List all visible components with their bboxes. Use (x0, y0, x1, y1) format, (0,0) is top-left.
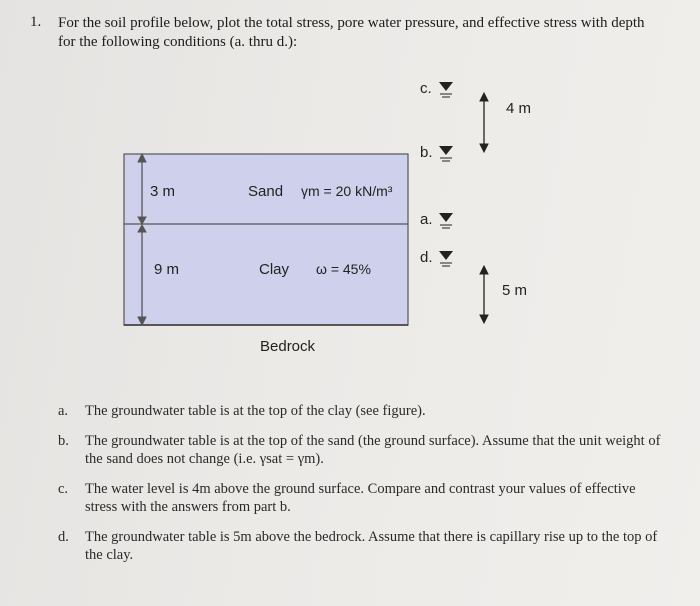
part-c-letter: c. (58, 481, 69, 497)
question-text: For the soil profile below, plot the total stress, pore water pressure, and effective stress with depth for the following conditions (a. thru d.): (58, 15, 645, 50)
water-table-d-label: d. (420, 249, 433, 266)
bedrock-label: Bedrock (260, 338, 316, 355)
part-d-letter: d. (58, 529, 69, 545)
water-table-d-symbol (439, 251, 453, 266)
part-a (58, 402, 668, 420)
clay-water-content-label: ω = 45% (316, 261, 371, 277)
sand-thickness-label: 3 m (150, 183, 176, 200)
soil-block (124, 154, 408, 325)
parts-list (58, 402, 668, 576)
sand-unit-weight-label: γm = 20 kN/m³ (301, 183, 393, 199)
part-c-text: The water level is 4m above the ground surface. Compare and contrast your values of effective stress with the answers from part b. (85, 481, 636, 515)
water-table-a-label: a. (420, 211, 433, 228)
dim-5m-label: 5 m (502, 282, 528, 299)
water-table-a-symbol (439, 213, 453, 228)
part-b-text: The groundwater table is at the top of the sand (the ground surface). Assume that the unit weight of the sand does not change (i.e. γsat = γm). (85, 433, 661, 467)
part-b (58, 432, 668, 468)
dim-4m-arrow (480, 93, 488, 152)
part-d (58, 528, 668, 564)
dim-5m-arrow (480, 266, 488, 323)
part-a-letter: a. (58, 403, 69, 419)
clay-thickness-label: 9 m (154, 261, 180, 278)
clay-name-label: Clay (259, 261, 290, 278)
water-table-c-symbol (439, 82, 453, 97)
part-b-letter: b. (58, 433, 69, 449)
water-table-b-symbol (439, 146, 453, 161)
dim-4m-label: 4 m (506, 100, 532, 117)
part-c (58, 480, 668, 516)
part-d-text: The groundwater table is 5m above the bedrock. Assume that there is capillary rise up to the top of the clay. (85, 529, 658, 563)
water-table-b-label: b. (420, 144, 433, 161)
sand-name-label: Sand (248, 183, 284, 200)
water-table-c-label: c. (420, 80, 432, 97)
part-a-text: The groundwater table is at the top of the clay (see figure). (85, 403, 426, 419)
question-number: 1. (30, 14, 42, 30)
